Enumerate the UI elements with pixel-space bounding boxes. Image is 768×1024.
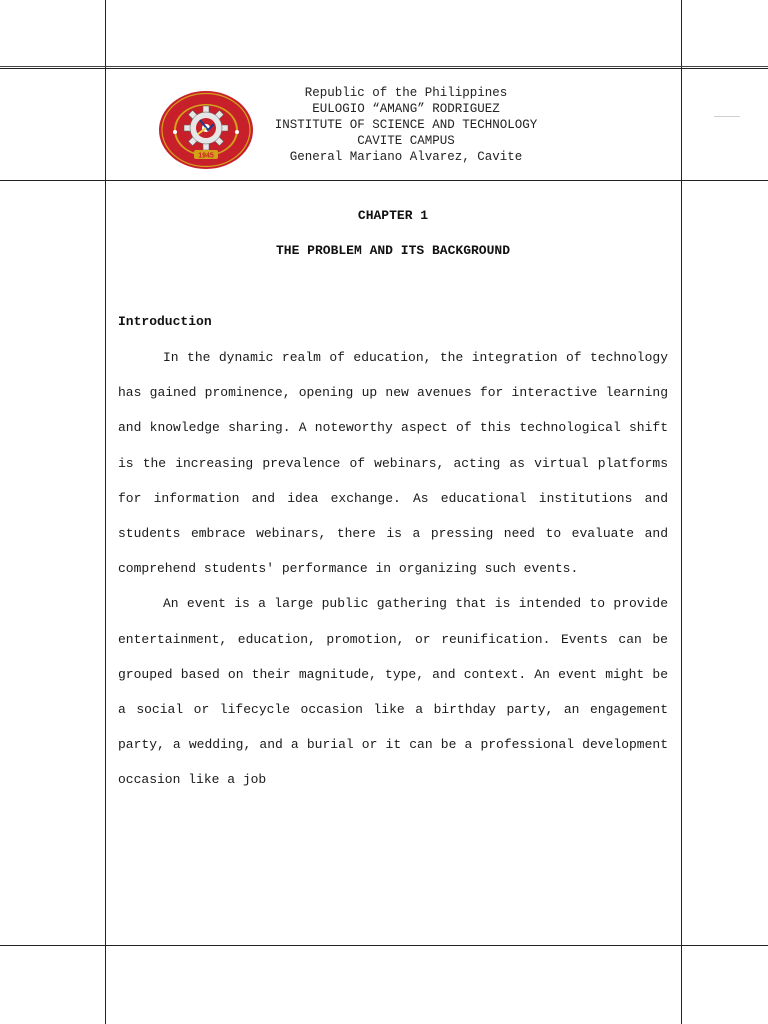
institution-seal-icon [158, 90, 254, 170]
faint-mark [714, 116, 740, 117]
body-text [118, 340, 668, 798]
right-margin-line [681, 0, 682, 1024]
header-line-institute: INSTITUTE OF SCIENCE AND TECHNOLOGY [274, 118, 538, 132]
paragraph-1: In the dynamic realm of education, the integration of technology has gained prominence, opening up new avenues for interactive learning and knowledge sharing. A noteworthy aspect of this technological shift is the increasing prevalence of webinars, acting as virtual platforms for information and idea exchange. As educational institutions and students embrace webinars, there is a pressing need to evaluate and comprehend students' performance in organizing such events. [118, 350, 668, 577]
header-top-line [0, 66, 768, 67]
institution-header [256, 85, 556, 165]
seal-year: 1945 [198, 152, 214, 160]
footer-top-line [0, 945, 768, 946]
section-heading: Introduction [118, 314, 212, 329]
left-margin-line [105, 0, 106, 1024]
chapter-label: CHAPTER 1 [357, 208, 429, 223]
header-line-country: Republic of the Philippines [304, 86, 508, 100]
chapter-title: THE PROBLEM AND ITS BACKGROUND [275, 243, 511, 258]
header-line-campus: CAVITE CAMPUS [357, 134, 455, 148]
header-bottom-line [0, 180, 768, 181]
header-line-location: General Mariano Alvarez, Cavite [289, 150, 523, 164]
header-line-founder: EULOGIO “AMANG” RODRIGUEZ [312, 102, 500, 116]
paragraph-2: An event is a large public gathering that is intended to provide entertainment, education, promotion, or reunification. Events can be grouped based on their magnitude, type, and context. An event might be a social or lifecycle occasion like a birthday party, an engagement party, a wedding, and a burial or it can be a professional development occasion like a job [118, 596, 668, 788]
header-top-line-inner [0, 68, 768, 69]
